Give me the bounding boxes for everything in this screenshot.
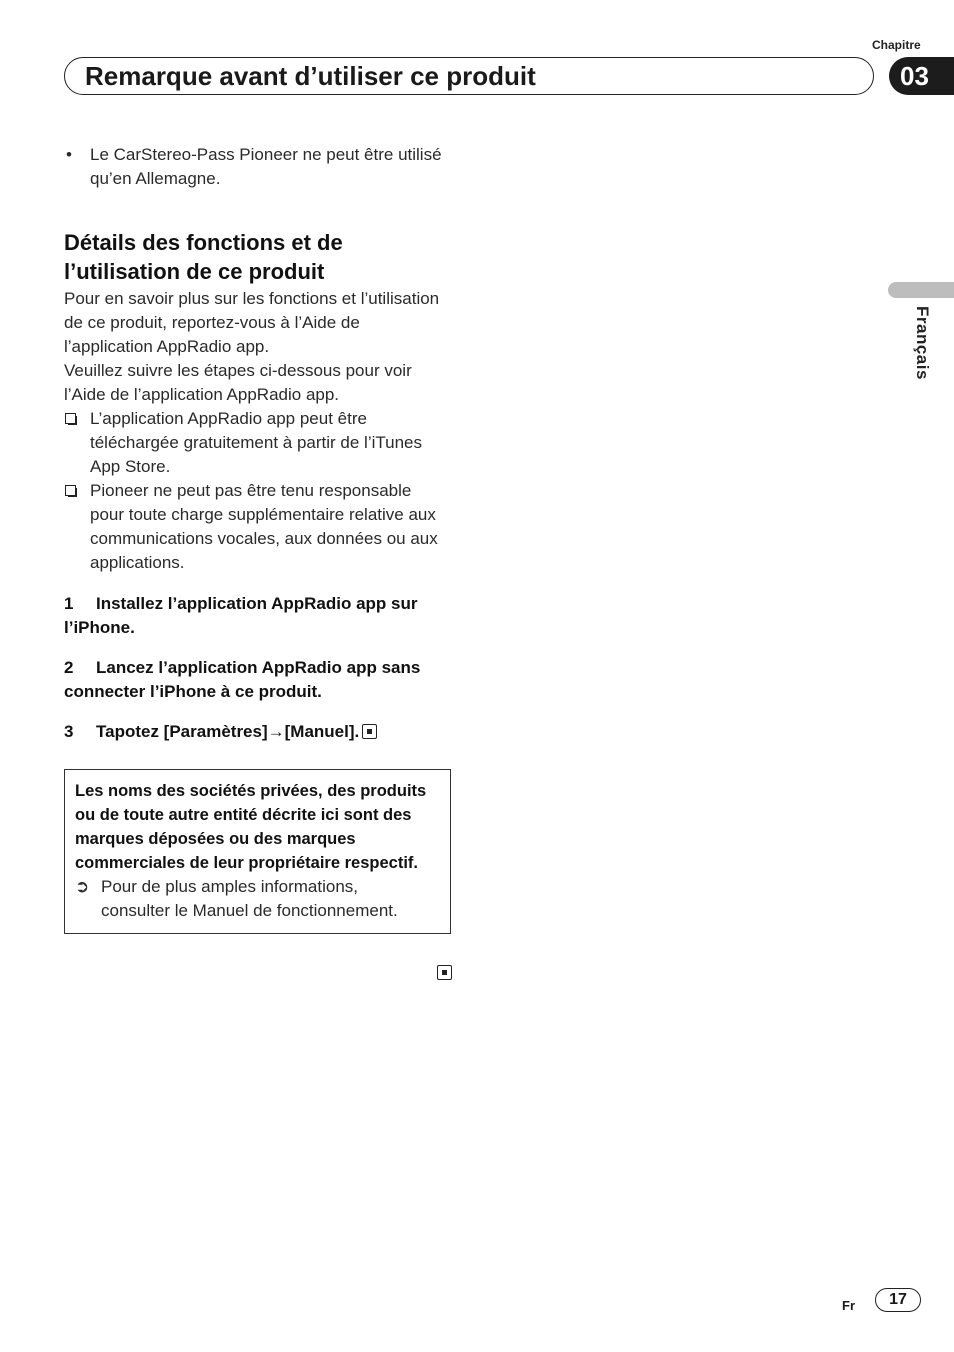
note-item (64, 407, 450, 479)
step-1 (64, 592, 450, 640)
arrow-right-icon: ➲ (75, 877, 90, 896)
end-of-section-icon (437, 965, 452, 980)
bullet-text: Le CarStereo-Pass Pioneer ne peut être utilisé qu’en Allemagne. (90, 145, 442, 188)
chapter-number: 03 (900, 61, 929, 91)
instructions-paragraph: Veuillez suivre les étapes ci-dessous pour voir l’Aide de l’application AppRadio app. (64, 361, 412, 404)
footer-language-code: Fr (842, 1298, 855, 1313)
step-3 (64, 720, 450, 744)
reference-note (75, 875, 430, 923)
step-text: Tapotez [Paramètres]→[Manuel]. (96, 722, 360, 741)
page-header (64, 57, 874, 95)
step-text: Lancez l’application AppRadio app sans connecter l’iPhone à ce produit. (64, 658, 421, 701)
trademark-notice (64, 769, 451, 934)
intro-paragraph: Pour en savoir plus sur les fonctions et l’utilisation de ce produit, reportez-vous à l’Aide de l’application AppRadio app. (64, 289, 440, 356)
note-text: Pioneer ne peut pas être tenu responsable pour toute charge supplémentaire relative aux communications vocales, aux données ou aux applications. (90, 481, 438, 572)
step-text: Installez l’application AppRadio app sur l’iPhone. (64, 594, 418, 637)
end-of-section-icon (362, 724, 377, 739)
bullet-item (64, 143, 450, 191)
language-label: Français (913, 306, 932, 380)
reference-text: Pour de plus amples informations, consulter le Manuel de fonctionnement. (101, 877, 398, 920)
step-number: 3 (64, 722, 74, 741)
chapter-label: Chapitre (872, 38, 921, 52)
main-content (64, 143, 450, 934)
step-number: 2 (64, 658, 74, 677)
trademark-text: Les noms des sociétés privées, des produits ou de toute autre entité décrite ici sont des marques déposées ou des marques commerciales de leur propriétaire respectif. (75, 782, 427, 872)
language-tab (888, 282, 954, 298)
step-2 (64, 656, 450, 704)
section-heading: Détails des fonctions et de l’utilisation de ce produit (64, 230, 343, 284)
chapter-tab (889, 57, 954, 95)
note-item (64, 479, 450, 575)
step-number: 1 (64, 594, 74, 613)
bullet-icon: • (66, 145, 72, 164)
note-box-icon (65, 413, 76, 424)
note-text: L’application AppRadio app peut être téléchargée gratuitement à partir de l’iTunes App Store. (90, 409, 422, 476)
note-box-icon (65, 485, 76, 496)
page-number: 17 (875, 1288, 921, 1312)
chapter-title: Remarque avant d’utiliser ce produit (85, 61, 536, 91)
